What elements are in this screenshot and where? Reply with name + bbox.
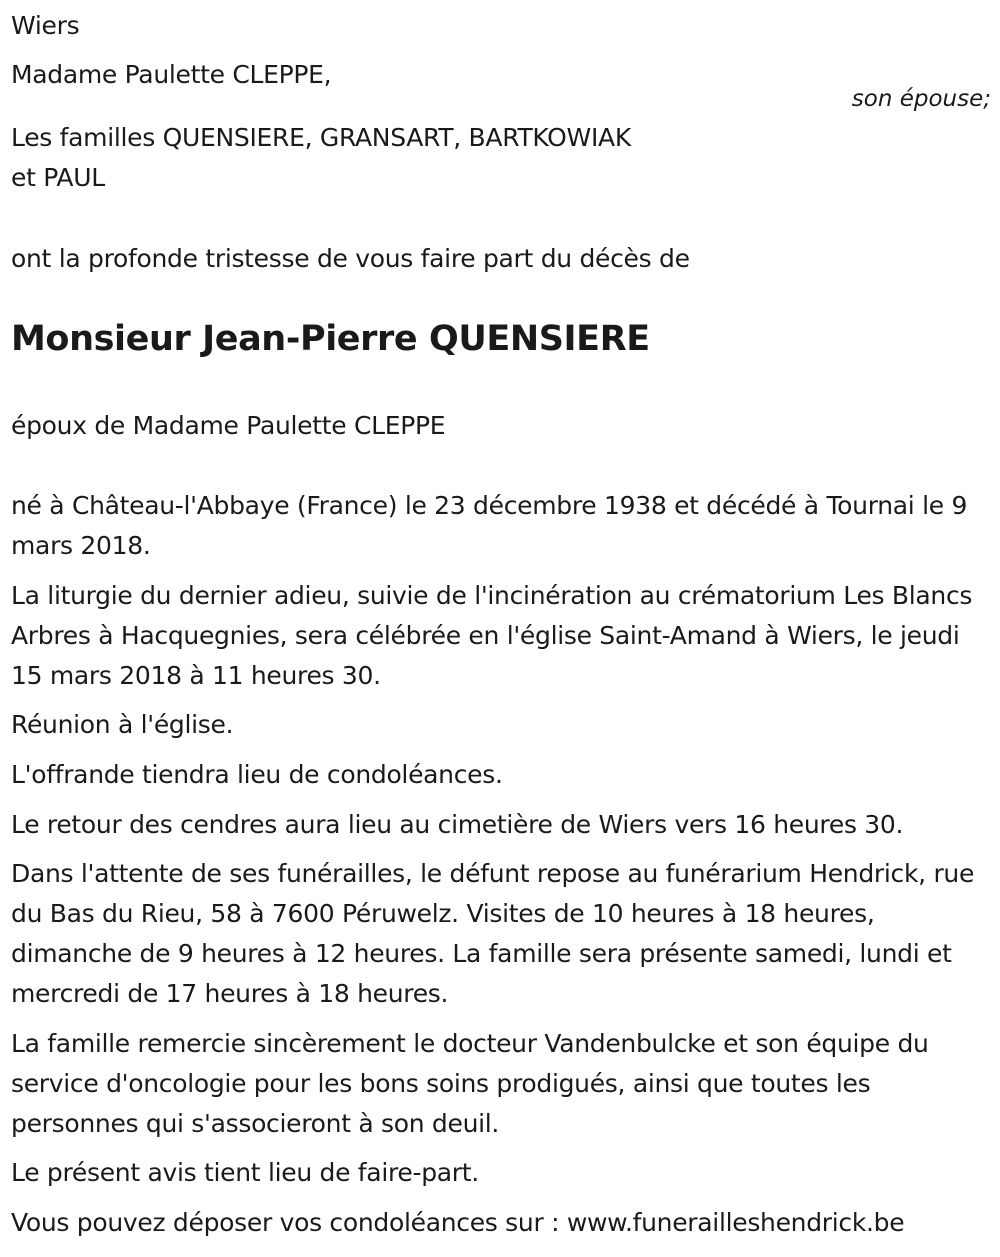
offering-text: L'offrande tiendra lieu de condoléances. [11,760,503,789]
spouse-of-text: époux de Madame Paulette CLEPPE [11,411,446,440]
funeral-home-paragraph: Dans l'attente de ses funérailles, le défunt repose au funérarium Hendrick, rue du Bas du Rieu, 58 à 7600 Péruwelz. Visites de 10 heures à 18 heures, dimanche de 9 heures à 12 heures. La famille sera présente samedi, lundi et mercredi de 17 heures à 18 heures. [11,859,975,1008]
meeting-text: Réunion à l'église. [11,710,234,739]
place-text: Wiers [11,11,80,40]
families-line-1: Les familles QUENSIERE, GRANSART, BARTKOWIAK [11,123,631,152]
liturgy-paragraph: La liturgie du dernier adieu, suivie de l'incinération au crématorium Les Blancs Arbres à Hacquegnies, sera célébrée en l'église Saint-Amand à Wiers, le jeudi 15 mars 2018 à 11 heures 30. [11,581,973,690]
families-line-2: et PAUL [11,163,105,192]
announcement-text: ont la profonde tristesse de vous faire part du décès de [11,244,690,273]
condolences-text: Vous pouvez déposer vos condoléances sur : www.funerailleshendrick.be [11,1208,905,1237]
notice-note-text: Le présent avis tient lieu de faire-part. [11,1158,479,1187]
spouse-name: Madame Paulette CLEPPE, [11,60,332,89]
thanks-paragraph: La famille remercie sincèrement le docteur Vandenbulcke et son équipe du service d'oncologie pour les bons soins prodigués, ainsi que toutes les personnes qui s'associeront à son deuil. [11,1029,929,1138]
ashes-text: Le retour des cendres aura lieu au cimetière de Wiers vers 16 heures 30. [11,810,904,839]
deceased-name: Monsieur Jean-Pierre QUENSIERE [11,319,650,359]
birth-death-paragraph: né à Château-l'Abbaye (France) le 23 décembre 1938 et décédé à Tournai le 9 mars 2018. [11,491,968,560]
spouse-role: son épouse; [851,86,991,112]
